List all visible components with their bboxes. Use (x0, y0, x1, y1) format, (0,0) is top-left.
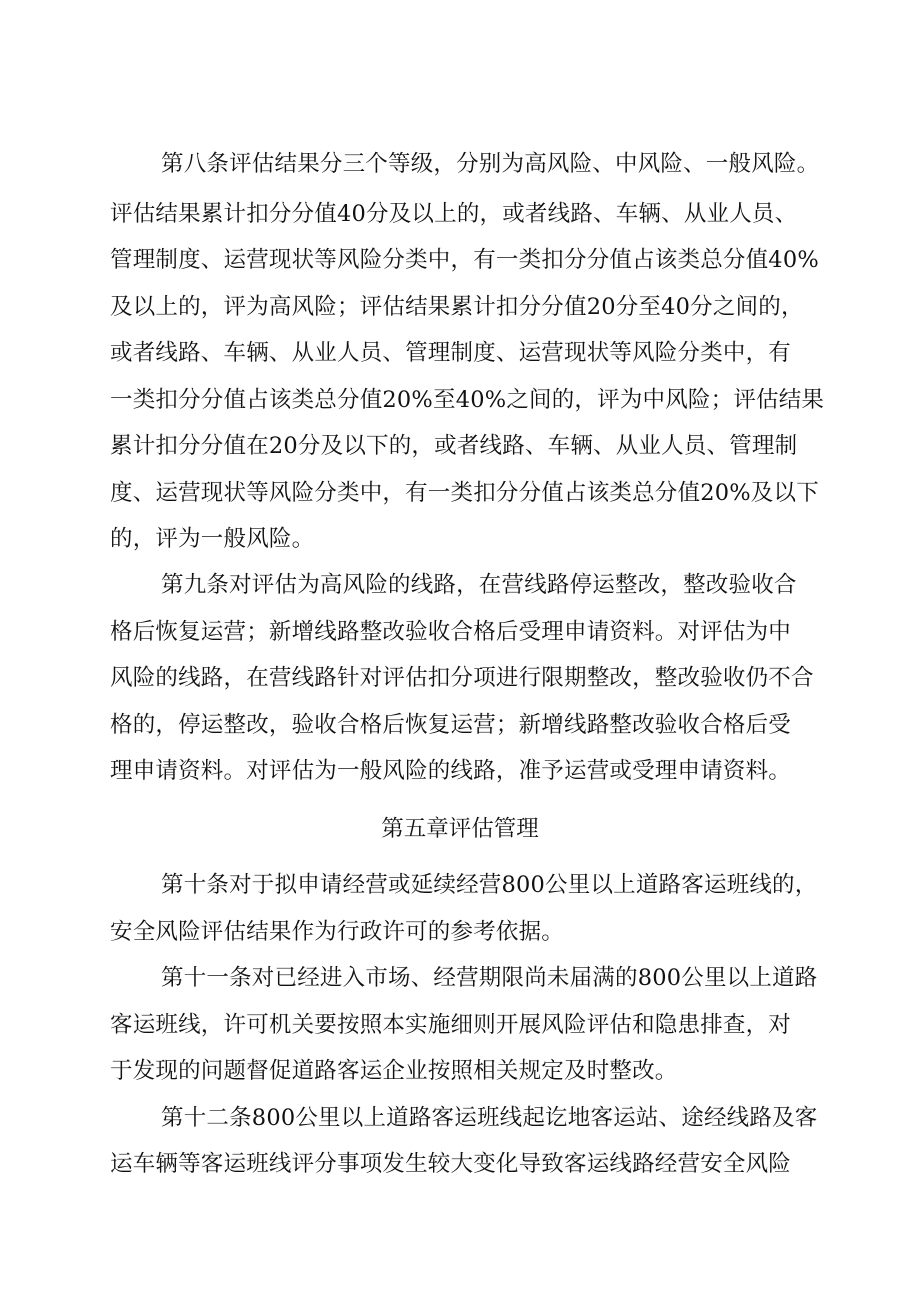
article-8-line-3: 管理制度、运营现状等风险分类中，有一类扣分分值占该类总分值40% (110, 247, 819, 273)
article-9-line-5: 理申请资料。对评估为一般风险的线路，准予运营或受理申请资料。 (110, 758, 792, 784)
article-9-line-2: 格后恢复运营；新增线路整改验收合格后受理申请资料。对评估为中 (110, 619, 792, 645)
article-12-line-2: 运车辆等客运班线评分事项发生较大变化导致客运线路经营安全风险 (110, 1151, 792, 1177)
article-8-line-9: 的，评为一般风险。 (110, 526, 315, 552)
article-9-line-4: 格的，停运整改，验收合格后恢复运营；新增线路整改验收合格后受 (110, 712, 792, 738)
article-10-line-1: 第十条对于拟申请经营或延续经营800公里以上道路客运班线的， (161, 872, 818, 898)
chapter-heading: 第五章评估管理 (381, 816, 539, 842)
article-8-line-2: 评估结果累计扣分分值40分及以上的，或者线路、车辆、从业人员、 (110, 201, 798, 227)
article-8-line-6: 一类扣分分值占该类总分值20%至40%之间的，评为中风险；评估结果 (110, 387, 825, 413)
article-9-line-1: 第九条对评估为高风险的线路，在营线路停运整改，整改验收合 (161, 572, 797, 598)
article-11-line-1: 第十一条对已经进入市场、经营期限尚未届满的800公里以上道路 (161, 965, 818, 991)
article-9-line-3: 风险的线路，在营线路针对评估扣分项进行限期整改，整改验收仍不合 (110, 665, 814, 691)
article-8-line-4: 及以上的，评为高风险；评估结果累计扣分分值20分至40分之间的， (110, 294, 804, 320)
article-8-line-7: 累计扣分分值在20分及以下的，或者线路、车辆、从业人员、管理制 (110, 433, 798, 459)
article-8-line-8: 度、运营现状等风险分类中，有一类扣分分值占该类总分值20%及以下 (110, 480, 819, 506)
article-11-line-3: 于发现的问题督促道路客运企业按照相关规定及时整改。 (110, 1058, 678, 1084)
article-8-line-1: 第八条评估结果分三个等级，分别为高风险、中风险、一般风险。 (161, 151, 820, 177)
article-10-line-2: 安全风险评估结果作为行政许可的参考依据。 (110, 919, 565, 945)
article-12-line-1: 第十二条800公里以上道路客运班线起讫地客运站、途经线路及客 (161, 1105, 818, 1131)
article-11-line-2: 客运班线，许可机关要按照本实施细则开展风险评估和隐患排查，对 (110, 1012, 792, 1038)
article-8-line-5: 或者线路、车辆、从业人员、管理制度、运营现状等风险分类中，有 (110, 340, 792, 366)
